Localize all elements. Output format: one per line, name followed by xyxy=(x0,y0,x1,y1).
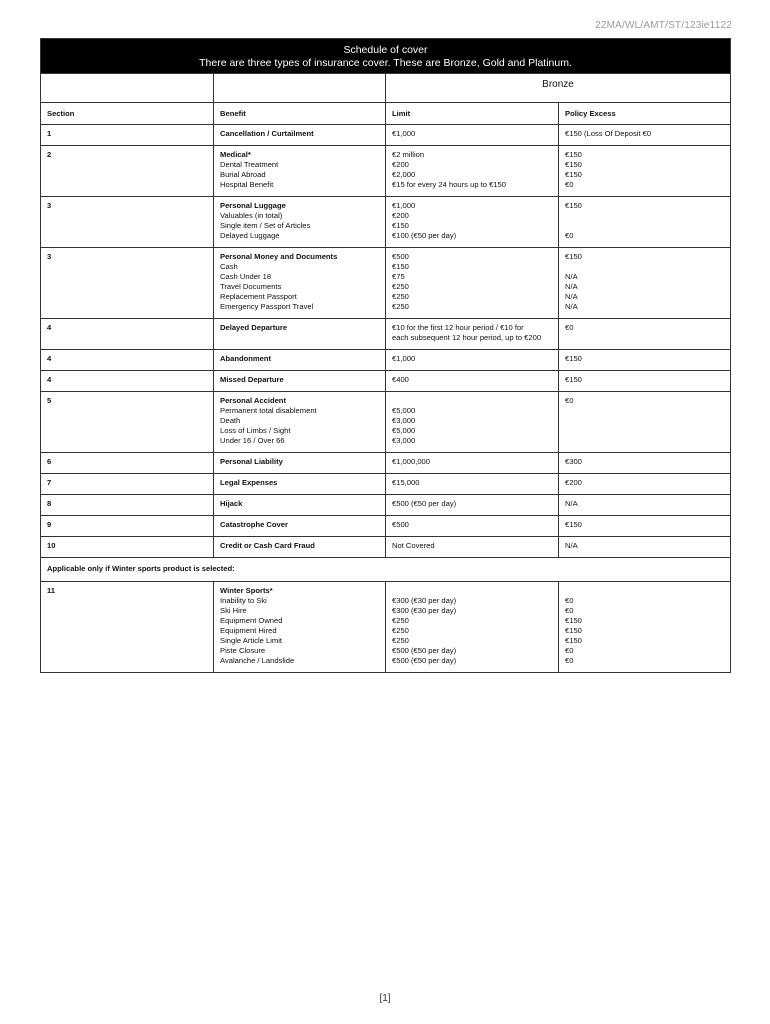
excess-value: €150 xyxy=(565,160,582,169)
excess-cell xyxy=(559,537,731,558)
limit-value: €3,000 xyxy=(392,436,416,445)
limit-value: €1,000 xyxy=(392,201,416,210)
benefit-cell xyxy=(214,453,386,474)
benefit-cell xyxy=(214,125,386,146)
schedule-title-cell xyxy=(41,39,731,74)
benefit-item: Death xyxy=(220,416,241,425)
benefit-item: Emergency Passport Travel xyxy=(220,302,314,311)
benefit-cell xyxy=(214,516,386,537)
winter-note-row xyxy=(41,558,731,582)
limit-value: €1,000 xyxy=(392,129,416,138)
excess-cell xyxy=(559,582,731,673)
page-number: [1] xyxy=(379,993,391,1004)
table-row xyxy=(41,371,731,392)
benefit-title: Delayed Departure xyxy=(220,323,288,332)
excess-value: €0 xyxy=(565,656,574,665)
benefit-item: Hospital Benefit xyxy=(220,180,274,189)
section-number: 6 xyxy=(41,453,214,474)
excess-value: €0 xyxy=(565,596,574,605)
limit-value: €3,000 xyxy=(392,416,416,425)
schedule-title: Schedule of cover xyxy=(343,44,428,56)
benefit-cell xyxy=(214,582,386,673)
table-row xyxy=(41,495,731,516)
section-number: 2 xyxy=(41,146,214,197)
section-number: 5 xyxy=(41,392,214,453)
benefit-cell xyxy=(214,495,386,516)
limit-value: €300 (€30 per day) xyxy=(392,596,457,605)
limit-value: €300 (€30 per day) xyxy=(392,606,457,615)
tier-blank-cell xyxy=(214,74,386,103)
limit-cell xyxy=(386,495,559,516)
section-number: 10 xyxy=(41,537,214,558)
excess-value: N/A xyxy=(565,302,578,311)
limit-value: €250 xyxy=(392,302,409,311)
section-number: 7 xyxy=(41,474,214,495)
excess-value xyxy=(565,221,730,231)
limit-value: €150 xyxy=(392,262,409,271)
limit-value: €500 (€50 per day) xyxy=(392,646,457,655)
section-number: 4 xyxy=(41,371,214,392)
limit-value xyxy=(392,586,558,596)
limit-value: €500 xyxy=(392,252,409,261)
section-number: 4 xyxy=(41,319,214,350)
benefit-cell xyxy=(214,350,386,371)
excess-value: €150 xyxy=(565,626,582,635)
limit-value: €10 for the first 12 hour period / €10 for xyxy=(392,323,524,332)
section-number: 8 xyxy=(41,495,214,516)
document-reference: 22MA/WL/AMT/ST/123ie1122 xyxy=(595,20,732,31)
benefit-item: Loss of Limbs / Sight xyxy=(220,426,291,435)
excess-value: €0 xyxy=(565,606,574,615)
benefit-item: Cash xyxy=(220,262,238,271)
excess-value: N/A xyxy=(565,499,578,508)
benefit-title: Personal Liability xyxy=(220,457,283,466)
excess-value: €0 xyxy=(565,231,574,240)
excess-cell xyxy=(559,350,731,371)
limit-value: €250 xyxy=(392,626,409,635)
benefit-item: Replacement Passport xyxy=(220,292,297,301)
limit-cell xyxy=(386,248,559,319)
limit-cell xyxy=(386,197,559,248)
limit-value: €200 xyxy=(392,160,409,169)
benefit-title: Winter Sports* xyxy=(220,586,273,595)
excess-header: Policy Excess xyxy=(559,103,731,125)
section-header: Section xyxy=(41,103,214,125)
limit-cell xyxy=(386,453,559,474)
excess-cell xyxy=(559,125,731,146)
benefit-title: Legal Expenses xyxy=(220,478,278,487)
benefit-item: Burial Abroad xyxy=(220,170,266,179)
limit-value: €15 for every 24 hours up to €150 xyxy=(392,180,506,189)
excess-value: N/A xyxy=(565,272,578,281)
limit-value: €150 xyxy=(392,221,409,230)
benefit-item: Equipment Hired xyxy=(220,626,277,635)
benefit-item: Valuables (in total) xyxy=(220,211,283,220)
excess-value: N/A xyxy=(565,282,578,291)
schedule-subtitle: There are three types of insurance cover. These are Bronze, Gold and Platinum. xyxy=(199,57,572,69)
limit-value: €75 xyxy=(392,272,405,281)
excess-value: €0 xyxy=(565,396,574,405)
benefit-title: Missed Departure xyxy=(220,375,284,384)
benefit-title: Personal Luggage xyxy=(220,201,286,210)
limit-value: €400 xyxy=(392,375,409,384)
table-row xyxy=(41,392,731,453)
table-row xyxy=(41,582,731,673)
excess-cell xyxy=(559,495,731,516)
excess-value: €150 xyxy=(565,354,582,363)
benefit-header: Benefit xyxy=(214,103,386,125)
benefit-item: Single Article Limit xyxy=(220,636,283,645)
excess-value: €150 xyxy=(565,252,582,261)
limit-cell xyxy=(386,582,559,673)
excess-value: €0 xyxy=(565,323,574,332)
table-row xyxy=(41,197,731,248)
limit-cell xyxy=(386,474,559,495)
table-row xyxy=(41,146,731,197)
limit-value: Not Covered xyxy=(392,541,435,550)
excess-value: €0 xyxy=(565,180,574,189)
tier-blank-cell xyxy=(41,74,214,103)
limit-value: €500 (€50 per day) xyxy=(392,499,457,508)
excess-value: N/A xyxy=(565,292,578,301)
benefit-cell xyxy=(214,146,386,197)
table-row xyxy=(41,474,731,495)
excess-value: €300 xyxy=(565,457,582,466)
section-number: 11 xyxy=(41,582,214,673)
limit-value: €250 xyxy=(392,636,409,645)
limit-value: €2,000 xyxy=(392,170,416,179)
table-row xyxy=(41,537,731,558)
table-row xyxy=(41,350,731,371)
benefit-item: Avalanche / Landslide xyxy=(220,656,295,665)
limit-value: €500 xyxy=(392,520,409,529)
benefit-item: Single item / Set of Articles xyxy=(220,221,311,230)
limit-cell xyxy=(386,146,559,197)
limit-value: €5,000 xyxy=(392,406,416,415)
benefit-item: Permanent total disablement xyxy=(220,406,317,415)
excess-cell xyxy=(559,146,731,197)
section-number: 3 xyxy=(41,248,214,319)
excess-value: €0 xyxy=(565,646,574,655)
table-row xyxy=(41,319,731,350)
limit-cell xyxy=(386,516,559,537)
tier-row xyxy=(41,74,731,103)
limit-value: €250 xyxy=(392,616,409,625)
excess-value: €150 xyxy=(565,201,582,210)
section-number: 3 xyxy=(41,197,214,248)
limit-value: €1,000,000 xyxy=(392,457,431,466)
benefit-title: Hijack xyxy=(220,499,243,508)
limit-value: €200 xyxy=(392,211,409,220)
excess-value: €150 xyxy=(565,616,582,625)
excess-cell xyxy=(559,197,731,248)
limit-header: Limit xyxy=(386,103,559,125)
excess-cell xyxy=(559,516,731,537)
limit-value: €5,000 xyxy=(392,426,416,435)
benefit-title: Personal Accident xyxy=(220,396,286,405)
benefit-item: Delayed Luggage xyxy=(220,231,280,240)
benefit-cell xyxy=(214,319,386,350)
benefit-title: Abandonment xyxy=(220,354,272,363)
benefit-cell xyxy=(214,248,386,319)
schedule-title-row xyxy=(41,39,731,74)
limit-cell xyxy=(386,371,559,392)
limit-value: €2 million xyxy=(392,150,425,159)
excess-value: N/A xyxy=(565,541,578,550)
section-number: 1 xyxy=(41,125,214,146)
excess-value xyxy=(565,262,730,272)
benefit-item: Cash Under 18 xyxy=(220,272,272,281)
excess-cell xyxy=(559,319,731,350)
limit-value: €1,000 xyxy=(392,354,416,363)
limit-cell xyxy=(386,392,559,453)
excess-cell xyxy=(559,371,731,392)
limit-cell xyxy=(386,350,559,371)
benefit-title: Personal Money and Documents xyxy=(220,252,338,261)
excess-value: €150 xyxy=(565,520,582,529)
benefit-item: Equipment Owned xyxy=(220,616,283,625)
limit-cell xyxy=(386,319,559,350)
excess-value xyxy=(565,211,730,221)
limit-cell xyxy=(386,125,559,146)
limit-value: €100 (€50 per day) xyxy=(392,231,457,240)
limit-cell xyxy=(386,537,559,558)
section-number: 4 xyxy=(41,350,214,371)
excess-value xyxy=(565,586,730,596)
benefit-item: Ski Hire xyxy=(220,606,247,615)
benefit-item: Inability to Ski xyxy=(220,596,267,605)
table-row xyxy=(41,516,731,537)
tier-label: Bronze xyxy=(386,74,731,103)
benefit-item: Travel Documents xyxy=(220,282,282,291)
excess-value: €150 (Loss Of Deposit €0 xyxy=(565,129,652,138)
benefit-item: Dental Treatment xyxy=(220,160,279,169)
table-row xyxy=(41,248,731,319)
limit-value xyxy=(392,396,558,406)
excess-cell xyxy=(559,392,731,453)
benefit-cell xyxy=(214,392,386,453)
benefit-title: Catastrophe Cover xyxy=(220,520,288,529)
excess-value: €150 xyxy=(565,375,582,384)
benefit-item: Under 16 / Over 66 xyxy=(220,436,285,445)
excess-value: €150 xyxy=(565,170,582,179)
excess-value: €150 xyxy=(565,636,582,645)
benefit-item: Piste Closure xyxy=(220,646,266,655)
limit-value: €500 (€50 per day) xyxy=(392,656,457,665)
schedule-table xyxy=(40,38,731,673)
excess-cell xyxy=(559,474,731,495)
excess-value: €150 xyxy=(565,150,582,159)
table-header-row xyxy=(41,103,731,125)
excess-cell xyxy=(559,248,731,319)
benefit-cell xyxy=(214,197,386,248)
benefit-title: Medical* xyxy=(220,150,251,159)
benefit-cell xyxy=(214,474,386,495)
limit-value: €250 xyxy=(392,292,409,301)
benefit-cell xyxy=(214,537,386,558)
excess-value: €200 xyxy=(565,478,582,487)
limit-value: €250 xyxy=(392,282,409,291)
section-number: 9 xyxy=(41,516,214,537)
benefit-title: Cancellation / Curtailment xyxy=(220,129,314,138)
winter-sports-note: Applicable only if Winter sports product is selected: xyxy=(41,558,731,582)
limit-value: each subsequent 12 hour period, up to €200 xyxy=(392,333,542,342)
benefit-title: Credit or Cash Card Fraud xyxy=(220,541,315,550)
benefit-cell xyxy=(214,371,386,392)
limit-value: €15,000 xyxy=(392,478,420,487)
excess-cell xyxy=(559,453,731,474)
table-row xyxy=(41,453,731,474)
table-row xyxy=(41,125,731,146)
